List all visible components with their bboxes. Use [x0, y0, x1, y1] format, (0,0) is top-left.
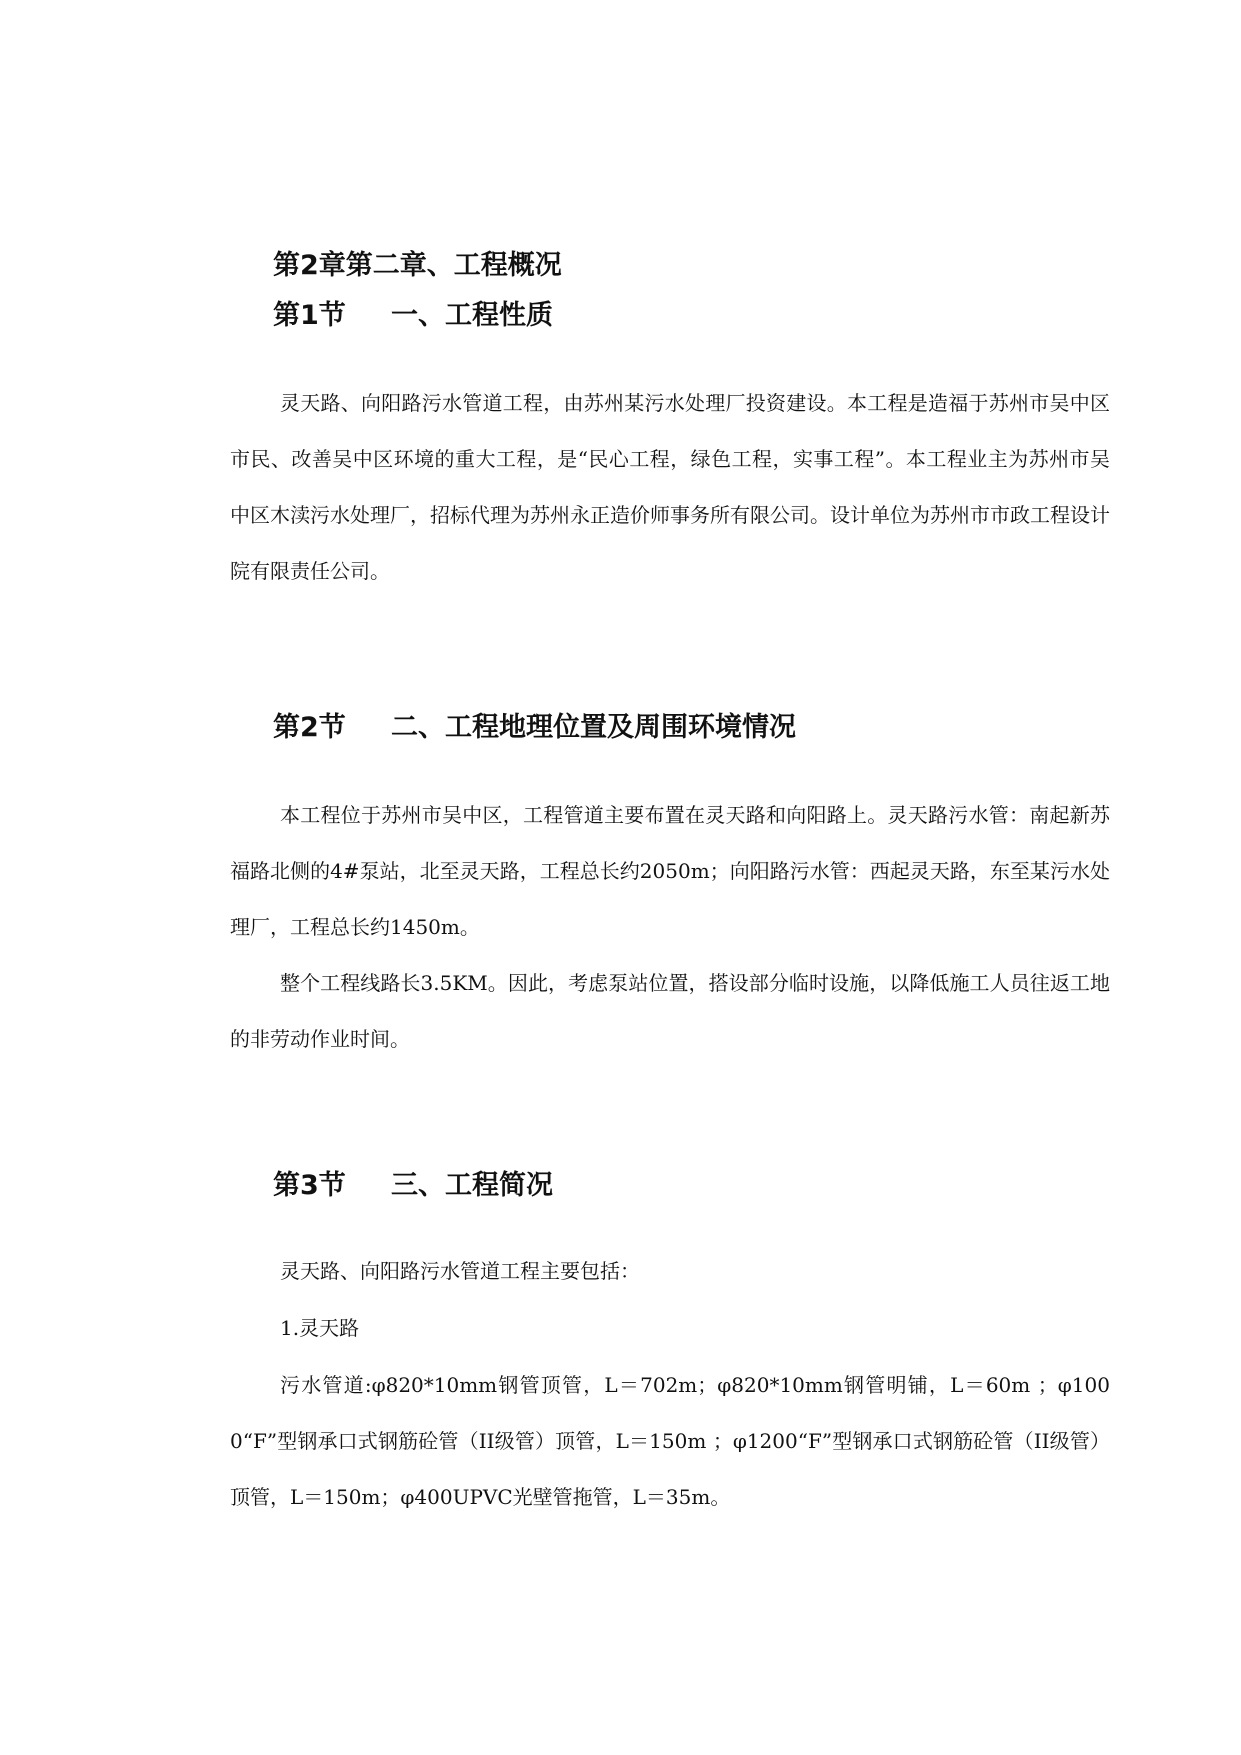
- section-3-heading: [273, 1168, 553, 1204]
- section-2-title: 二、工程地理位置及周围环境情况: [391, 712, 796, 743]
- section-2-number: 第2节: [273, 712, 346, 743]
- chapter-title: 第2章第二章、工程概况: [273, 250, 562, 281]
- section-1-title: 一、工程性质: [391, 300, 553, 331]
- section-3-paragraph-2: 1.灵天路: [280, 1316, 360, 1340]
- section-1-paragraph-1: 灵天路、向阳路污水管道工程，由苏州某污水处理厂投资建设。本工程是造福于苏州市吴中区市民、改善吴中区环境的重大工程，是“民心工程，绿色工程，实事工程”。本工程业主为苏州市吴中区木渎污水处理厂，招标代理为苏州永正造价师事务所有限公司。设计单位为苏州市市政工程设计院有限责任公司。: [230, 391, 1110, 583]
- section-1-heading: [273, 298, 553, 334]
- section-2-paragraph-1: 本工程位于苏州市吴中区，工程管道主要布置在灵天路和向阳路上。灵天路污水管：南起新苏福路北侧的4#泵站，北至灵天路，工程总长约2050m；向阳路污水管：西起灵天路，东至某污水处理厂，工程总长约1450m。: [230, 803, 1110, 939]
- section-3-title: 三、工程简况: [391, 1170, 553, 1201]
- section-3-number: 第3节: [273, 1170, 346, 1201]
- section-2-paragraph-2: 整个工程线路长3.5KM。因此，考虑泵站位置，搭设部分临时设施，以降低施工人员往返工地的非劳动作业时间。: [230, 971, 1110, 1051]
- section-1-number: 第1节: [273, 300, 346, 331]
- section-3-paragraph-3: 污水管道:φ820*10mm钢管顶管，L＝702m；φ820*10mm钢管明铺，L＝60m ；φ1000“F”型钢承口式钢筋砼管（II级管）顶管，L＝150m ；φ1200“F”型钢承口式钢筋砼管（II级管）顶管，L＝150m；φ400UPVC光壁管拖管，L＝35m。: [230, 1373, 1110, 1509]
- section-2-heading: [273, 710, 796, 746]
- section-3-paragraph-1: 灵天路、向阳路污水管道工程主要包括：: [280, 1259, 640, 1283]
